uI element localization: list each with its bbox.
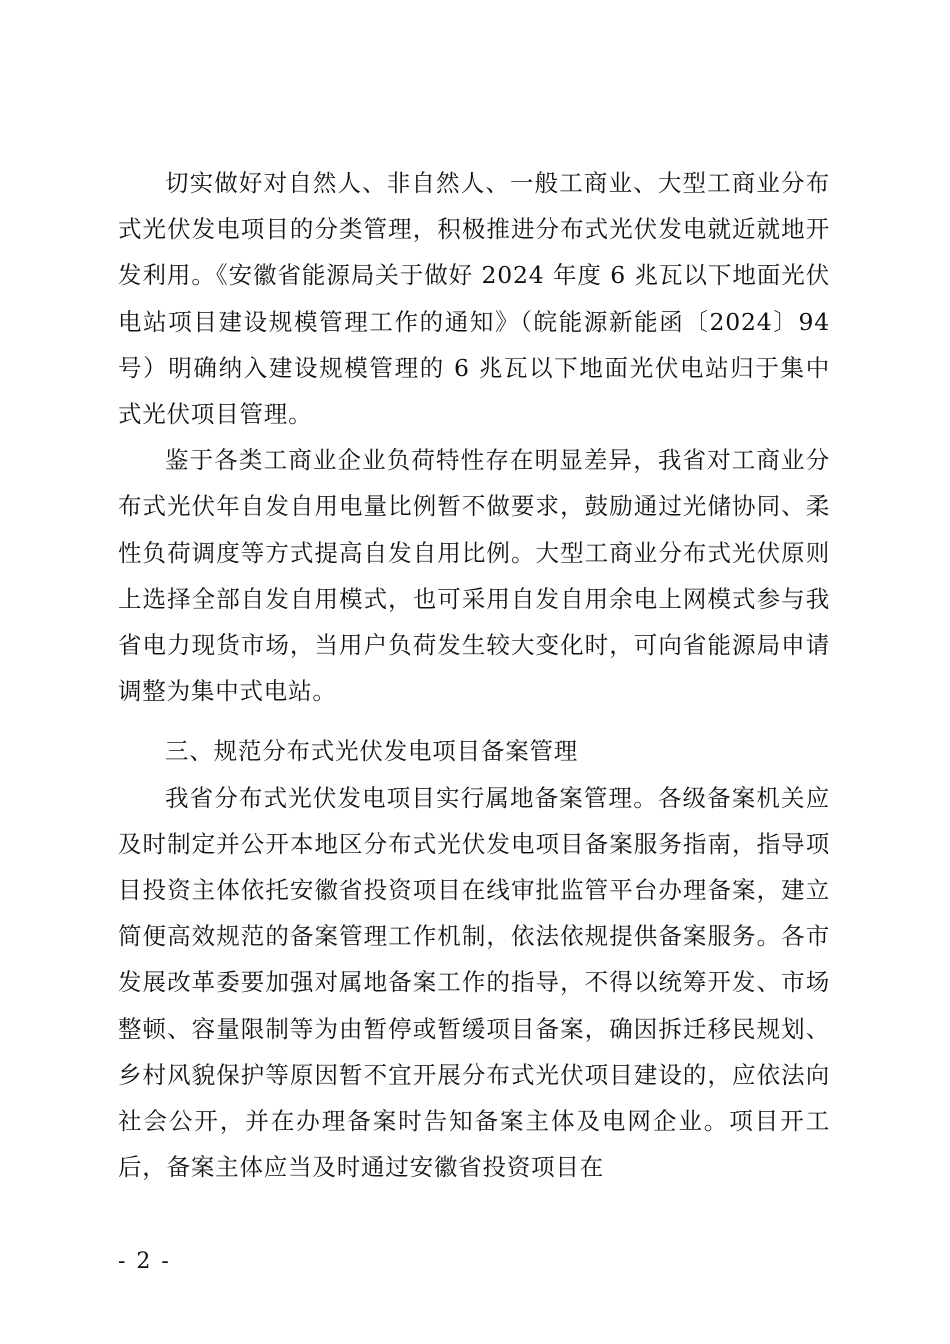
paragraph-commercial-pv: 鉴于各类工商业企业负荷特性存在明显差异，我省对工商业分布式光伏年自发自用电量比例暂不做要求，鼓励通过光储协同、柔性负荷调度等方式提高自发自用比例。大型工商业分布式光伏原则上选择全部自发自用模式，也可采用自发自用余电上网模式参与我省电力现货市场，当用户负荷发生较大变化时，可向省能源局申请调整为集中式电站。 xyxy=(118,446,830,706)
paragraph-classification: 切实做好对自然人、非自然人、一般工商业、大型工商业分布式光伏发电项目的分类管理，积极推进分布式光伏发电就近就地开发利用。《安徽省能源局关于做好 2024 年度 6 兆瓦以下地面光伏电站项目建设规模管理工作的通知》（皖能源新能函〔2024〕94 号）明确纳入建设规模管理的 6 兆瓦以下地面光伏电站归于集中式光伏项目管理。 xyxy=(118,169,830,429)
document-body xyxy=(118,160,830,1190)
page-number: - 2 - xyxy=(118,1249,171,1274)
section-heading: 三、规范分布式光伏发电项目备案管理 xyxy=(165,737,579,766)
paragraph-filing-management: 我省分布式光伏发电项目实行属地备案管理。各级备案机关应及时制定并公开本地区分布式光伏发电项目备案服务指南，指导项目投资主体依托安徽省投资项目在线审批监管平台办理备案，建立简便高效规范的备案管理工作机制，依法依规提供备案服务。各市发展改革委要加强对属地备案工作的指导，不得以统筹开发、市场整顿、容量限制等为由暂停或暂缓项目备案，确因拆迁移民规划、乡村风貌保护等原因暂不宜开展分布式光伏项目建设的，应依法向社会公开，并在办理备案时告知备案主体及电网企业。项目开工后，备案主体应当及时通过安徽省投资项目在 xyxy=(118,783,830,1182)
